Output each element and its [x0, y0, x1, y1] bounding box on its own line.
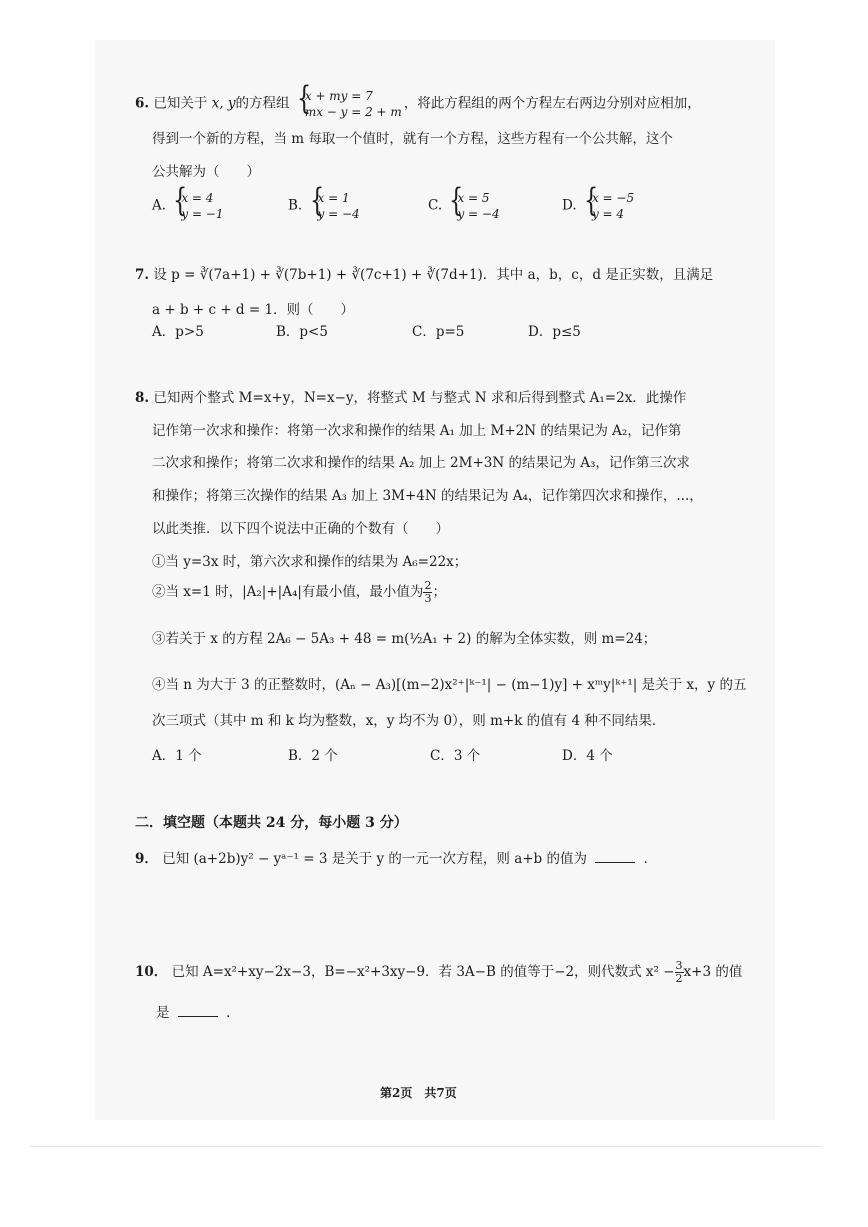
divider — [30, 1146, 820, 1147]
q10-line2 — [156, 1001, 240, 1021]
q8-statement-2-end: ； — [432, 584, 446, 600]
q6-option-b-eq1: { x = 1 — [317, 191, 350, 205]
q7-line1 — [135, 263, 713, 283]
section-heading: 二．填空题（本题共 24 分，每小题 3 分） — [135, 815, 408, 831]
q6-option-b-system — [309, 190, 360, 222]
q6-option-a-eq2: y = −1 — [181, 207, 224, 221]
q6-system — [296, 88, 402, 120]
q10-text: 已知 A=x²+xy−2x−3，B=−x²+3xy−9．若 3A−B 的值等于−2，则代数式 x² − — [171, 964, 675, 980]
q6-eq2: mx − y = 2 + m — [304, 105, 402, 119]
q7-option-b[interactable]: B．p<5 — [276, 324, 328, 340]
q6-option-c[interactable] — [428, 190, 502, 222]
q10-line1 — [135, 960, 742, 985]
q8-option-a[interactable]: A．1 个 — [152, 748, 202, 764]
q6-option-b-label: B. — [288, 197, 303, 214]
q6-number: 6. — [135, 95, 150, 112]
q6-post: ，将此方程组的两个方程左右两边分别对应相加， — [403, 95, 701, 112]
q8-statement-4: ④当 n 为大于 3 的正整数时，(Aₙ − A₃)[(m−2)x²⁺|ᵏ⁻¹| − (m−1)y] + xᵐy|ᵏ⁺¹| 是关于 x，y 的五 — [152, 677, 747, 693]
q6-option-d[interactable] — [562, 190, 636, 222]
q9-line1 — [135, 847, 657, 867]
q6-option-d-eq1: { x = −5 — [591, 191, 635, 205]
q6-option-b[interactable] — [288, 190, 362, 222]
q6-pre: 已知关于 — [153, 95, 208, 112]
q9-number: 9． — [135, 851, 158, 867]
q7-option-d[interactable]: D．p≤5 — [528, 324, 581, 340]
q6-option-d-eq2: y = 4 — [591, 207, 625, 221]
q6-option-a-system — [172, 190, 223, 222]
q6-option-a-label: A. — [152, 197, 167, 214]
fraction-denominator: 3 — [424, 592, 432, 605]
q6-line1 — [135, 88, 701, 120]
q8-option-b[interactable]: B．2 个 — [288, 748, 338, 764]
fraction-denominator: 2 — [675, 972, 683, 985]
q6-vars: x, y — [211, 95, 236, 112]
q8-statement-1: ①当 y=3x 时，第六次求和操作的结果为 A₆=22x； — [152, 554, 468, 570]
q9-answer-blank[interactable] — [595, 862, 635, 863]
q8-option-d[interactable]: D．4 个 — [562, 748, 613, 764]
q8-line1 — [135, 386, 686, 406]
q9-text: 已知 (a+2b)y² − yᵃ⁻¹ = 3 是关于 y 的一元一次方程，则 a+b 的值为 — [162, 851, 587, 867]
q8-statement-3: ③若关于 x 的方程 2A₆ − 5A₃ + 48 = m(½A₁ + 2) 的解为全体实数，则 m=24； — [152, 631, 657, 647]
q8-text1: 已知两个整式 M=x+y，N=x−y，将整式 M 与整式 N 求和后得到整式 A₁=2x．此操作 — [153, 390, 687, 406]
q10-text-end: x+3 的值 — [683, 964, 743, 980]
q6-line2: 得到一个新的方程，当 m 每取一个值时，就有一个方程，这些方程有一个公共解，这个 — [152, 131, 673, 147]
q6-option-c-eq2: y = −4 — [457, 207, 500, 221]
q10-line2-end: ． — [226, 1005, 240, 1021]
q6-option-a[interactable] — [152, 190, 226, 222]
q7-option-c[interactable]: C．p=5 — [412, 324, 465, 340]
fraction-numerator: 2 — [424, 579, 432, 592]
q8-line2: 记作第一次求和操作：将第一次求和操作的结果 A₁ 加上 M+2N 的结果记为 A₂，记作第 — [152, 423, 682, 439]
q10-line2-text: 是 — [156, 1005, 170, 1021]
q10-answer-blank[interactable] — [178, 1016, 218, 1017]
q10-fraction — [675, 960, 684, 985]
q7-line2: a + b + c + d = 1．则（ ） — [152, 302, 355, 318]
q8-line5: 以此类推．以下四个说法中正确的个数有（ ） — [152, 521, 449, 537]
q9-end: ． — [643, 851, 658, 867]
q6-line3: 公共解为（ ） — [152, 164, 260, 180]
q8-line3: 二次求和操作；将第二次求和操作的结果 A₂ 加上 2M+3N 的结果记为 A₃，记作第三次求 — [152, 455, 690, 471]
q8-number: 8. — [135, 390, 150, 406]
q8-statement-4-cont: 次三项式（其中 m 和 k 均为整数，x，y 均不为 0），则 m+k 的值有 4 种不同结果． — [152, 713, 666, 729]
q6-option-c-eq1: { x = 5 — [457, 191, 490, 205]
q8-option-c[interactable]: C．3 个 — [430, 748, 481, 764]
q10-number: 10． — [135, 964, 168, 980]
q6-option-b-eq2: y = −4 — [317, 207, 360, 221]
q8-line4: 和操作；将第三次操作的结果 A₃ 加上 3M+4N 的结果记为 A₄，记作第四次求和操作，...， — [152, 488, 703, 504]
q6-option-d-label: D. — [562, 197, 577, 214]
q6-mid: 的方程组 — [235, 95, 290, 112]
q7-option-a[interactable]: A．p>5 — [152, 324, 204, 340]
q6-option-d-system — [583, 190, 634, 222]
q6-option-a-eq1: { x = 4 — [181, 191, 214, 205]
q6-eq1: { x + my = 7 — [304, 89, 373, 103]
q8-statement-2 — [152, 580, 446, 605]
q7-text1: 设 p = ∛(7a+1) + ∛(7b+1) + ∛(7c+1) + ∛(7d+1)．其中 a，b，c，d 是正实数，且满足 — [153, 267, 714, 283]
page-footer: 第2页 共7页 — [380, 1086, 457, 1100]
q6-option-c-system — [448, 190, 499, 222]
q7-number: 7. — [135, 267, 150, 283]
q6-option-c-label: C. — [428, 197, 443, 214]
q8-statement-2-text: ②当 x=1 时，|A₂|+|A₄|有最小值，最小值为 — [152, 584, 424, 600]
fraction-numerator: 3 — [675, 959, 683, 972]
